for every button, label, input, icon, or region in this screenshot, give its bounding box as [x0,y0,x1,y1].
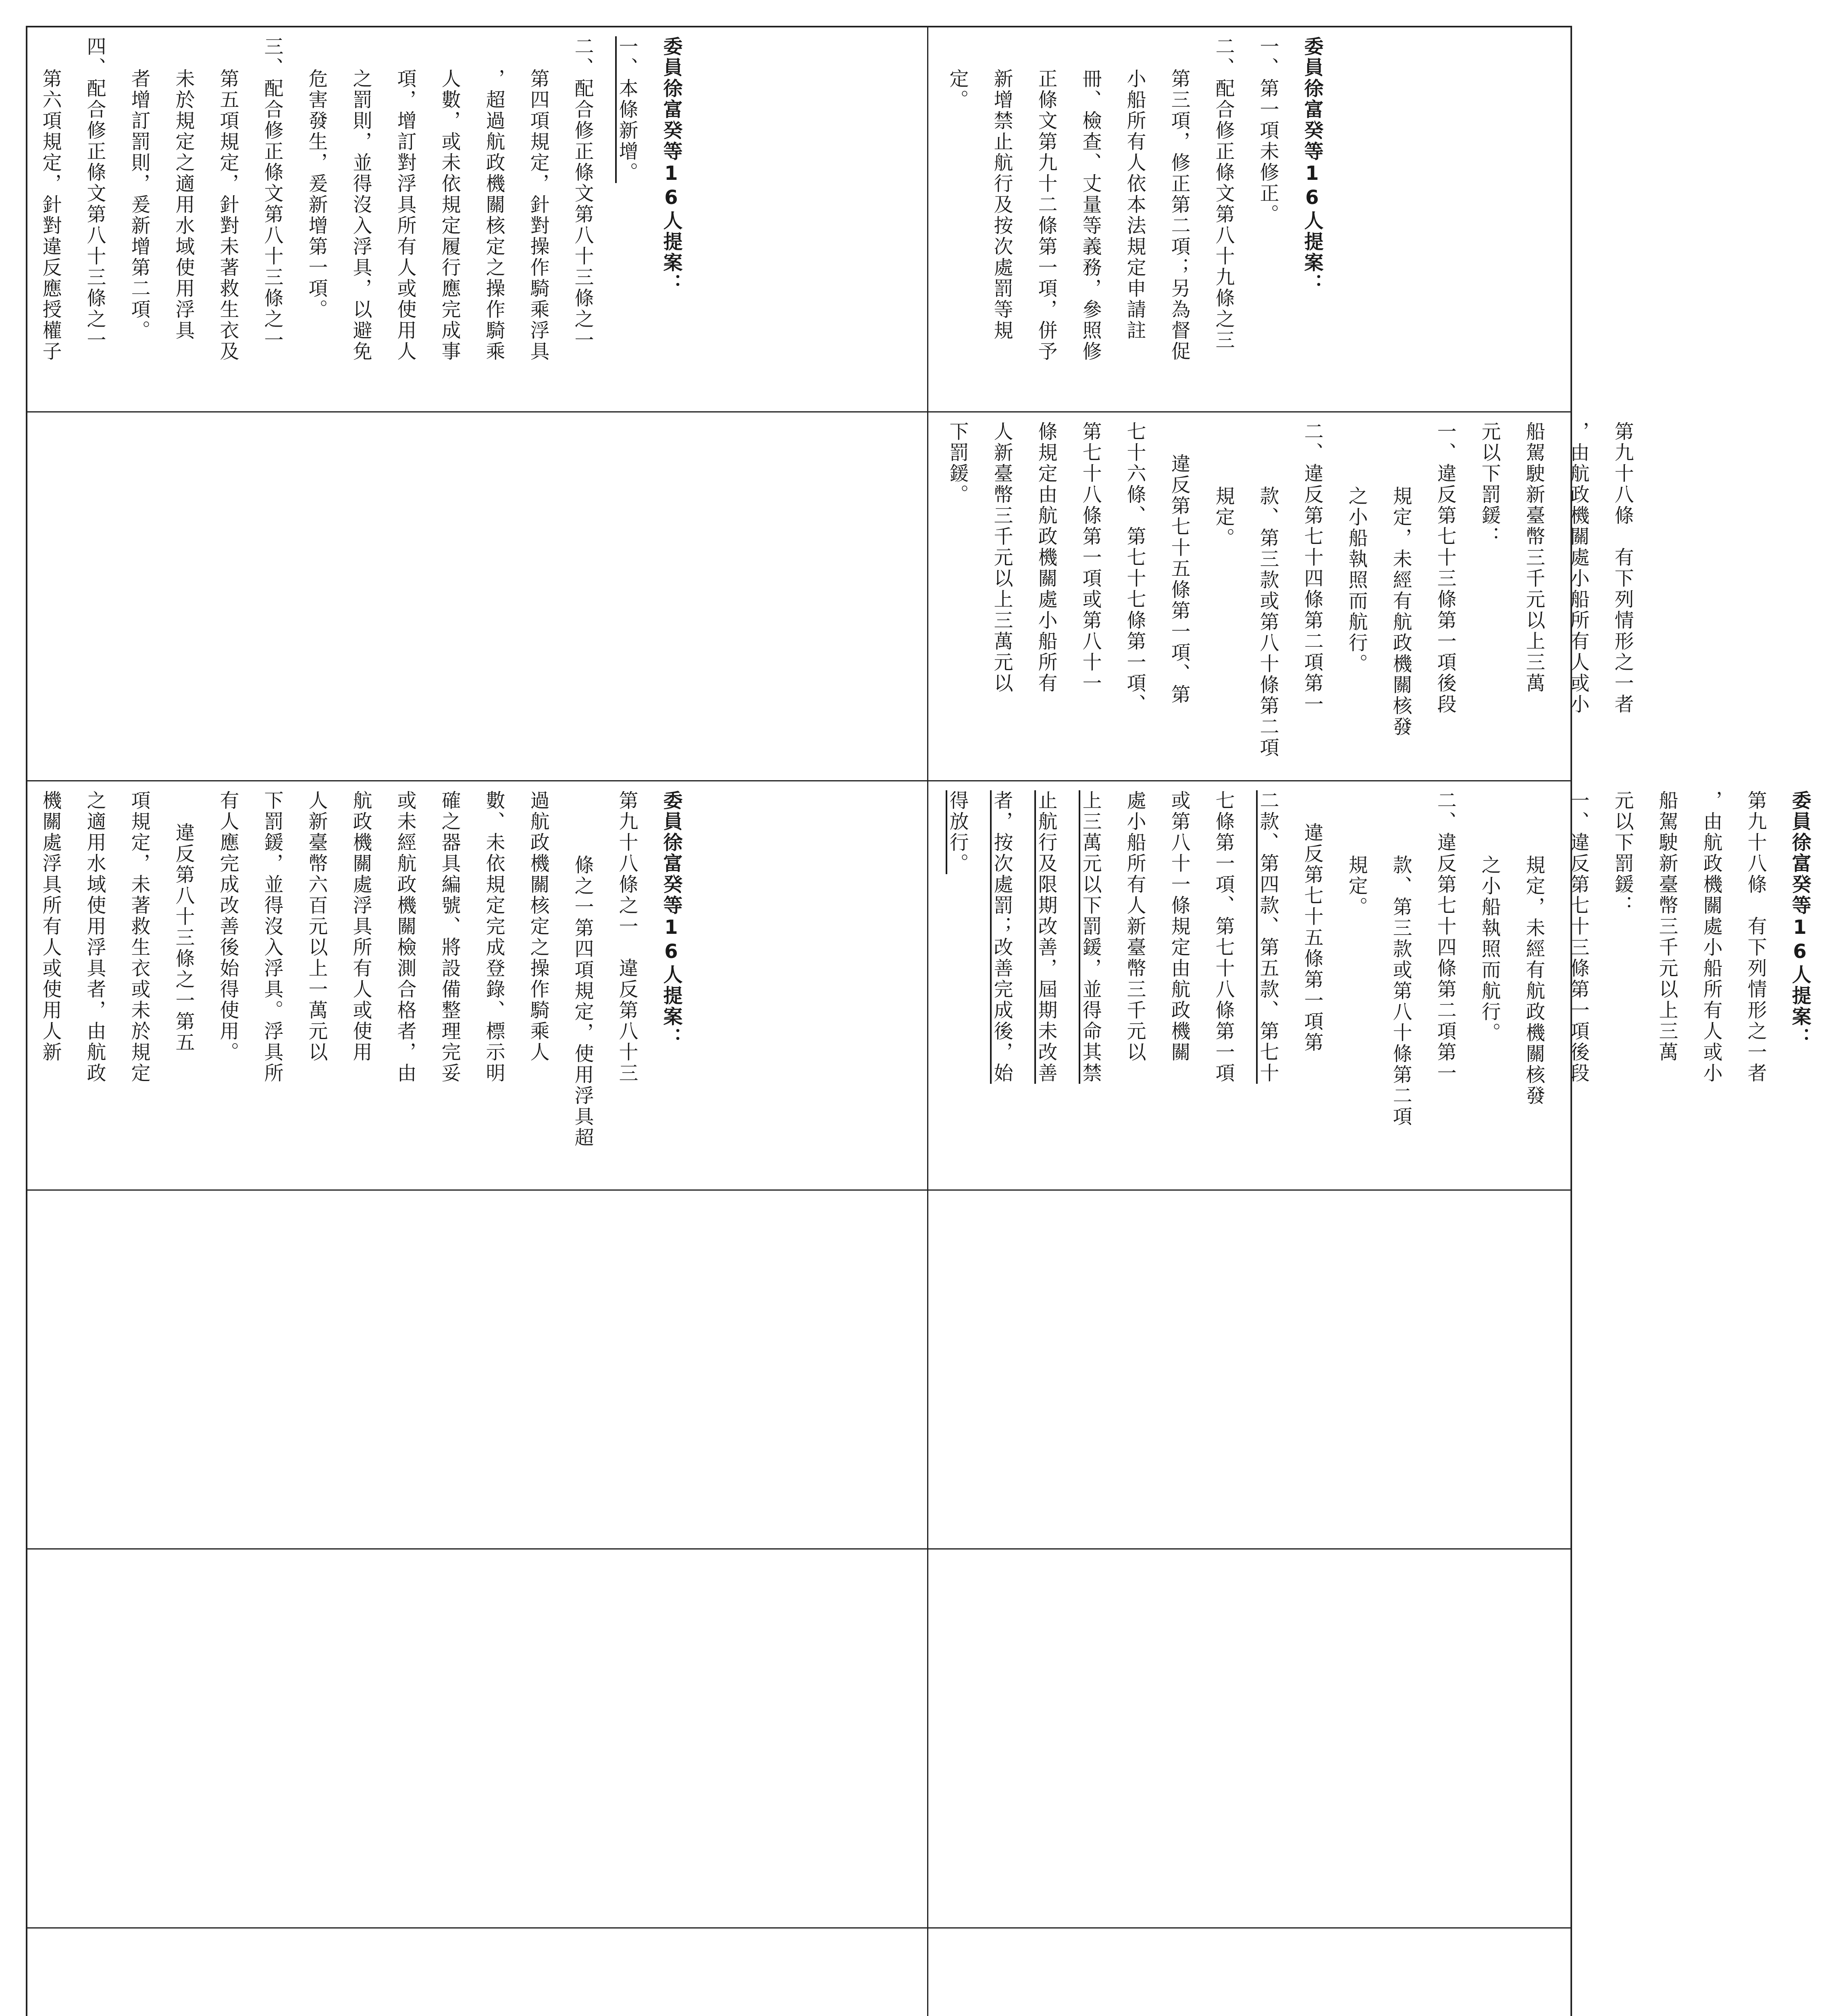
row-divider [927,26,928,2016]
col-divider-1 [26,411,1572,412]
proposal-header: 委員徐富癸等16人提案： [1789,790,1811,1048]
top-explanation-cell [935,28,1568,410]
proposal-line: 得放行。 [946,790,969,874]
current-line: 人新臺幣三千元以上三萬元以 [990,421,1013,694]
proposal-line: 違反第八十三條之一第五 [172,823,195,1053]
proposal-line: 款、第三款或第八十條第二項 [1389,855,1412,1127]
proposal-line: 上三萬元以下罰鍰，並得命其禁 [1079,790,1102,1084]
explanation-line: 第五項規定，針對未著救生衣及 [216,69,239,362]
col-divider-3 [26,1189,1572,1191]
proposal-line: 第九十八條之一 違反第八十三 [616,790,638,1084]
explanation-line: 項，增訂對浮具所有人或使用人 [394,69,416,362]
top-explanation-text [935,28,1334,410]
explanation-line: 正條文第九十二條第一項，併予 [1035,69,1057,362]
bottom-explanation-text [28,28,693,410]
proposal-header: 委員徐富癸等16人提案： [660,790,682,1048]
explanation-line: 小船所有人依本法規定申請註 [1123,69,1146,341]
explanation-line: 者增訂罰則，爰新增第二項。 [128,69,150,341]
current-line: 二、違反第七十四條第二項第一 [1301,421,1323,715]
proposal-line: 條之一第四項規定，使用浮具超 [571,855,594,1148]
current-line: 條規定由航政機關處小船所有 [1035,421,1057,694]
frame-left [26,26,27,2016]
proposal-line: 或第八十一條規定由航政機關 [1168,790,1190,1063]
proposal-line: 或未經航政機關檢測合格者，由 [394,790,416,1084]
proposal-line: 違反第七十五條第一項第 [1301,823,1323,1053]
proposal-line: 確之器具編號、將設備整理完妥 [438,790,461,1084]
proposal-line: 二、違反第七十四條第二項第一 [1434,790,1456,1084]
empty-cell [935,1550,1568,1925]
current-line: 船駕駛新臺幣三千元以上三萬 [1522,421,1545,694]
current-line: ，由航政機關處小船所有人或小 [1567,421,1589,715]
current-line: 規定，未經有航政機關核發 [1389,486,1412,737]
explanation-line: 定。 [946,69,969,110]
proposal-line: 之適用水域使用浮具者，由航政 [83,790,106,1084]
proposal-line: 七條第一項、第七十八條第一項 [1212,790,1235,1084]
current-line: 違反第七十五條第一項、第 [1168,454,1190,705]
explanation-line: 四、配合修正條文第八十三條之一 [83,36,106,351]
explanation-line: 人數，或未依規定履行應完成事 [438,69,461,362]
current-line: 一、違反第七十三條第一項後段 [1434,421,1456,715]
current-line: 之小船執照而航行。 [1345,486,1368,675]
col-divider-2 [26,780,1572,781]
empty-cell [28,1929,925,2016]
explanation-line: 二、配合修正條文第八十九條之三 [1212,36,1235,351]
proposal-line: 有人應完成改善後始得使用。 [216,790,239,1063]
proposal-line: 之小船執照而航行。 [1478,855,1501,1043]
explanation-line: 危害發生，爰新增第一項。 [305,69,328,320]
explanation-header: 委員徐富癸等16人提案： [660,36,682,294]
proposal-line: 規定。 [1345,855,1368,918]
proposal-line: 項規定，未著救生衣或未於規定 [128,790,150,1084]
proposal-line: 規定，未經有航政機關核發 [1522,855,1545,1106]
proposal-line: 人新臺幣六百元以上一萬元以 [305,790,328,1063]
proposal-line: 止航行及限期改善，屆期未改善 [1035,790,1057,1084]
proposal-line: 機關處浮具所有人或使用人新 [39,790,62,1063]
explanation-header: 委員徐富癸等16人提案： [1301,36,1323,294]
explanation-line: 第六項規定，針對違反應授權子 [39,69,62,362]
bottom-explanation-cell [28,28,925,410]
proposal-line: 一、違反第七十三條第一項後段 [1567,790,1589,1084]
proposal-line: 船駕駛新臺幣三千元以上三萬 [1656,790,1678,1063]
explanation-line: ，超過航政機關核定之操作騎乘 [483,69,505,362]
proposal-line: 者，按次處罰；改善完成後，始 [990,790,1013,1084]
empty-cell [935,1191,1568,1546]
proposal-line: 元以下罰鍰： [1611,790,1634,916]
proposal-line: 處小船所有人新臺幣三千元以 [1123,790,1146,1063]
proposal-line: 下罰鍰，並得沒入浮具。浮具所 [261,790,283,1084]
current-line: 元以下罰鍰： [1478,421,1501,547]
proposal-line: 二款、第四款、第五款、第七十 [1256,790,1279,1084]
empty-cell [28,1191,925,1546]
empty-cell [28,1550,925,1925]
explanation-line: 二、配合修正條文第八十三條之一 [571,36,594,351]
top-proposal-cell [935,782,1811,1189]
explanation-line: 未於規定之適用水域使用浮具 [172,69,195,341]
explanation-line: 三、配合修正條文第八十三條之一 [261,36,283,351]
empty-cell [935,1929,1568,2016]
frame-top [26,26,1572,27]
top-current-cell [935,413,1634,779]
bottom-proposal-cell [28,782,925,1189]
bottom-current-cell [28,413,925,779]
explanation-line: 一、第一項未修正。 [1256,36,1279,225]
current-line: 第九十八條 有下列情形之一者 [1611,421,1634,715]
current-line: 款、第三款或第八十條第二項 [1256,486,1279,758]
top-current-text [935,413,1645,779]
proposal-line: 航政機關處浮具所有人或使用 [349,790,372,1063]
explanation-line: 第四項規定，針對操作騎乘浮具 [527,69,549,362]
proposal-line: ，由航政機關處小船所有人或小 [1700,790,1722,1084]
proposal-line: 數、未依規定完成登錄、標示明 [483,790,505,1084]
explanation-line: 一、本條新增。 [616,36,638,183]
proposal-line: 第九十八條 有下列情形之一者 [1744,790,1767,1084]
top-proposal-text [935,782,1822,1189]
current-line: 規定。 [1212,486,1235,549]
col-divider-4 [26,1548,1572,1549]
current-line: 下罰鍰。 [946,421,969,505]
current-line: 七十六條、第七十七條第一項、 [1123,421,1146,715]
col-divider-5 [26,1927,1572,1929]
explanation-line: 第三項，修正第二項；另為督促 [1168,69,1190,362]
current-line: 第七十八條第一項或第八十一 [1079,421,1102,694]
explanation-line: 之罰則，並得沒入浮具，以避免 [349,69,372,362]
proposal-line: 過航政機關核定之操作騎乘人 [527,790,549,1063]
explanation-line: 冊、檢查、丈量等義務，參照修 [1079,69,1102,362]
bottom-proposal-text [28,782,693,1189]
explanation-line: 新增禁止航行及按次處罰等規 [990,69,1013,341]
